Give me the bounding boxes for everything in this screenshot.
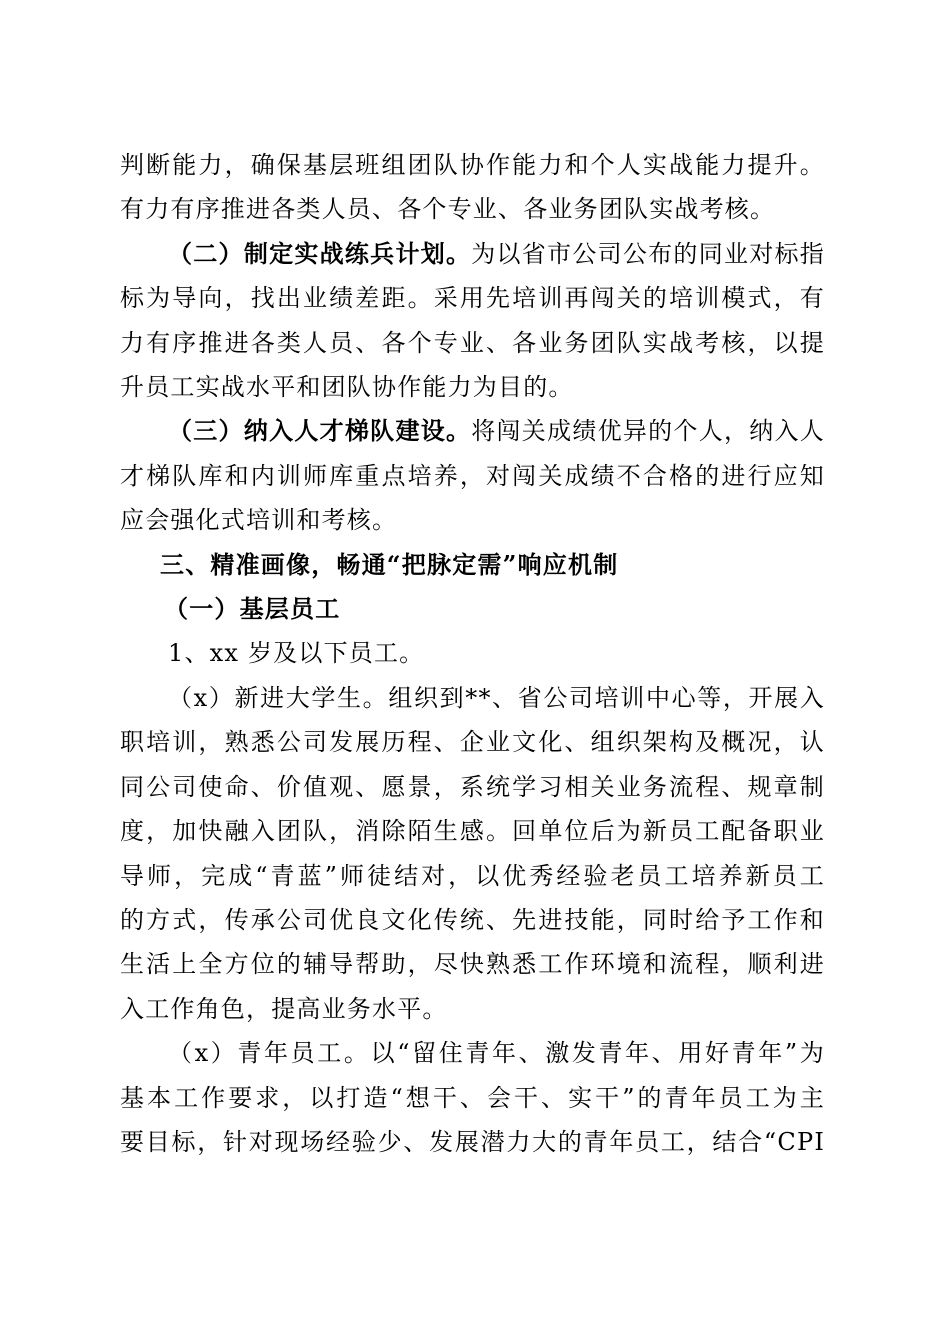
paragraph-line: 度，加快融入团队，消除陌生感。回单位后为新员工配备职业	[120, 817, 825, 846]
document-page	[120, 143, 825, 1164]
paragraph-line: 有力有序推进各类人员、各个专业、各业务团队实战考核。	[120, 195, 776, 224]
section-lead: （三）纳入人才梯队建设。	[168, 416, 472, 446]
paragraph-line	[120, 409, 825, 453]
paragraph-line: 力有序推进各类人员、各个专业、各业务团队实战考核，以提	[120, 328, 825, 357]
paragraph-line: 的方式，传承公司优良文化传统、先进技能，同时给予工作和	[120, 905, 825, 934]
paragraph-line: （x）青年员工。以“留住青年、激发青年、用好青年”为	[168, 1039, 825, 1068]
section-lead: （二）制定实战练兵计划。	[168, 238, 472, 268]
section-heading: 三、精准画像，畅通“把脉定需”响应机制	[160, 549, 619, 579]
paragraph-line: 要目标，针对现场经验少、发展潜力大的青年员工，结合“CPI	[120, 1127, 825, 1156]
paragraph-line: 同公司使命、价值观、愿景，系统学习相关业务流程、规章制	[120, 772, 825, 801]
paragraph-line: 入工作角色，提高业务水平。	[120, 994, 448, 1023]
paragraph-line: 基本工作要求，以打造“想干、会干、实干”的青年员工为主	[120, 1083, 825, 1112]
paragraph-line: 生活上全方位的辅导帮助，尽快熟悉工作环境和流程，顺利进	[120, 950, 825, 979]
list-item: 1、xx 岁及以下员工。	[168, 639, 425, 668]
paragraph-text: 将闯关成绩优异的个人，纳入人	[471, 417, 825, 446]
paragraph-line: 导师，完成“青蓝”师徒结对，以优秀经验老员工培养新员工	[120, 861, 825, 890]
paragraph-text: 为以省市公司公布的同业对标指	[471, 239, 825, 268]
paragraph-line: 判断能力，确保基层班组团队协作能力和个人实战能力提升。	[120, 151, 825, 179]
paragraph-line: 标为导向，找出业绩差距。采用先培训再闯关的培训模式，有	[120, 284, 825, 313]
paragraph-line: （x）新进大学生。组织到**、省公司培训中心等，开展入	[168, 683, 825, 712]
paragraph-line: 应会强化式培训和考核。	[120, 506, 398, 535]
paragraph-line: 升员工实战水平和团队协作能力为目的。	[120, 373, 574, 402]
paragraph-line: 才梯队库和内训师库重点培养，对闯关成绩不合格的进行应知	[120, 461, 825, 490]
subsection-heading: （一）基层员工	[164, 594, 341, 624]
paragraph-line	[120, 232, 825, 276]
paragraph-line: 职培训，熟悉公司发展历程、企业文化、组织架构及概况，认	[120, 728, 825, 757]
